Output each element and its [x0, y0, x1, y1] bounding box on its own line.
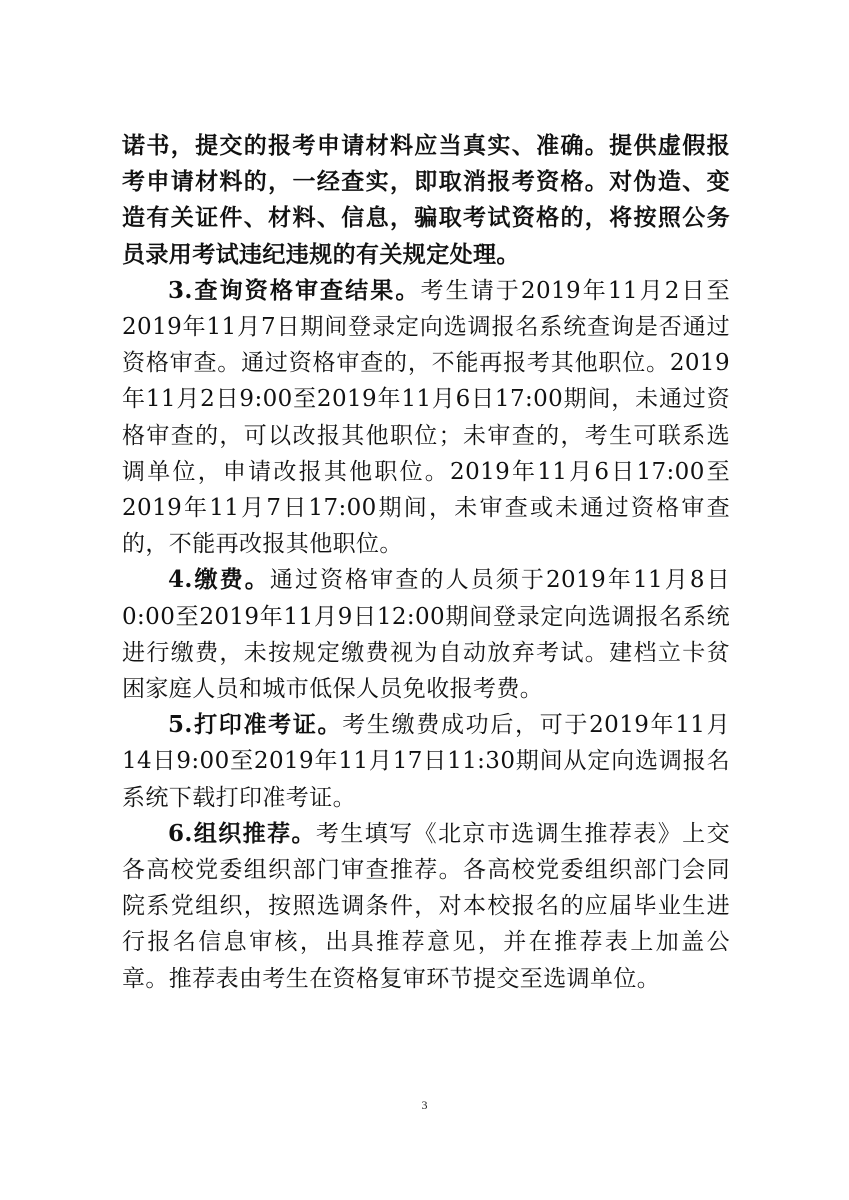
section-4-paragraph	[122, 562, 730, 707]
section-5-body: 考生缴费成功后，可于2019年11月14日9:00至2019年11月17日11:30期间从定向选调报名系统下载打印准考证。	[122, 712, 730, 811]
document-body	[122, 128, 730, 997]
continuation-paragraph	[122, 128, 730, 273]
section-6-heading: 6.组织推荐。	[168, 819, 316, 847]
section-5-heading: 5.打印准考证。	[168, 711, 343, 739]
continuation-text: 诺书，提交的报考申请材料应当真实、准确。提供虚假报考申请材料的，一经查实，即取消报考资格。对伪造、变造有关证件、材料、信息，骗取考试资格的，将按照公务员录用考试违纪违规的有关规定处理。	[122, 132, 730, 268]
section-6-paragraph	[122, 816, 730, 997]
section-3-paragraph	[122, 273, 730, 563]
section-6-body: 考生填写《北京市选调生推荐表》上交各高校党委组织部门审查推荐。各高校党委组织部门会同院系党组织，按照选调条件，对本校报名的应届毕业生进行报名信息审核，出具推荐意见，并在推荐表上加盖公章。推荐表由考生在资格复审环节提交至选调单位。	[122, 820, 730, 992]
section-5-paragraph	[122, 707, 730, 816]
section-3-body: 考生请于2019年11月2日至2019年11月7日期间登录定向选调报名系统查询是否通过资格审查。通过资格审查的，不能再报考其他职位。2019年11月2日9:00至2019年11月6日17:00期间，未通过资格审查的，可以改报其他职位；未审查的，考生可联系选调单位，申请改报其他职位。2019年11月6日17:00至2019年11月7日17:00期间，未审查或未通过资格审查的，不能再改报其他职位。	[122, 277, 730, 558]
section-4-body: 通过资格审查的人员须于2019年11月8日0:00至2019年11月9日12:00期间登录定向选调报名系统进行缴费，未按规定缴费视为自动放弃考试。建档立卡贫困家庭人员和城市低保人员免收报考费。	[122, 567, 730, 703]
section-4-heading: 4.缴费。	[168, 566, 270, 594]
page-number: 3	[421, 1098, 428, 1112]
section-3-heading: 3.查询资格审查结果。	[168, 276, 421, 304]
